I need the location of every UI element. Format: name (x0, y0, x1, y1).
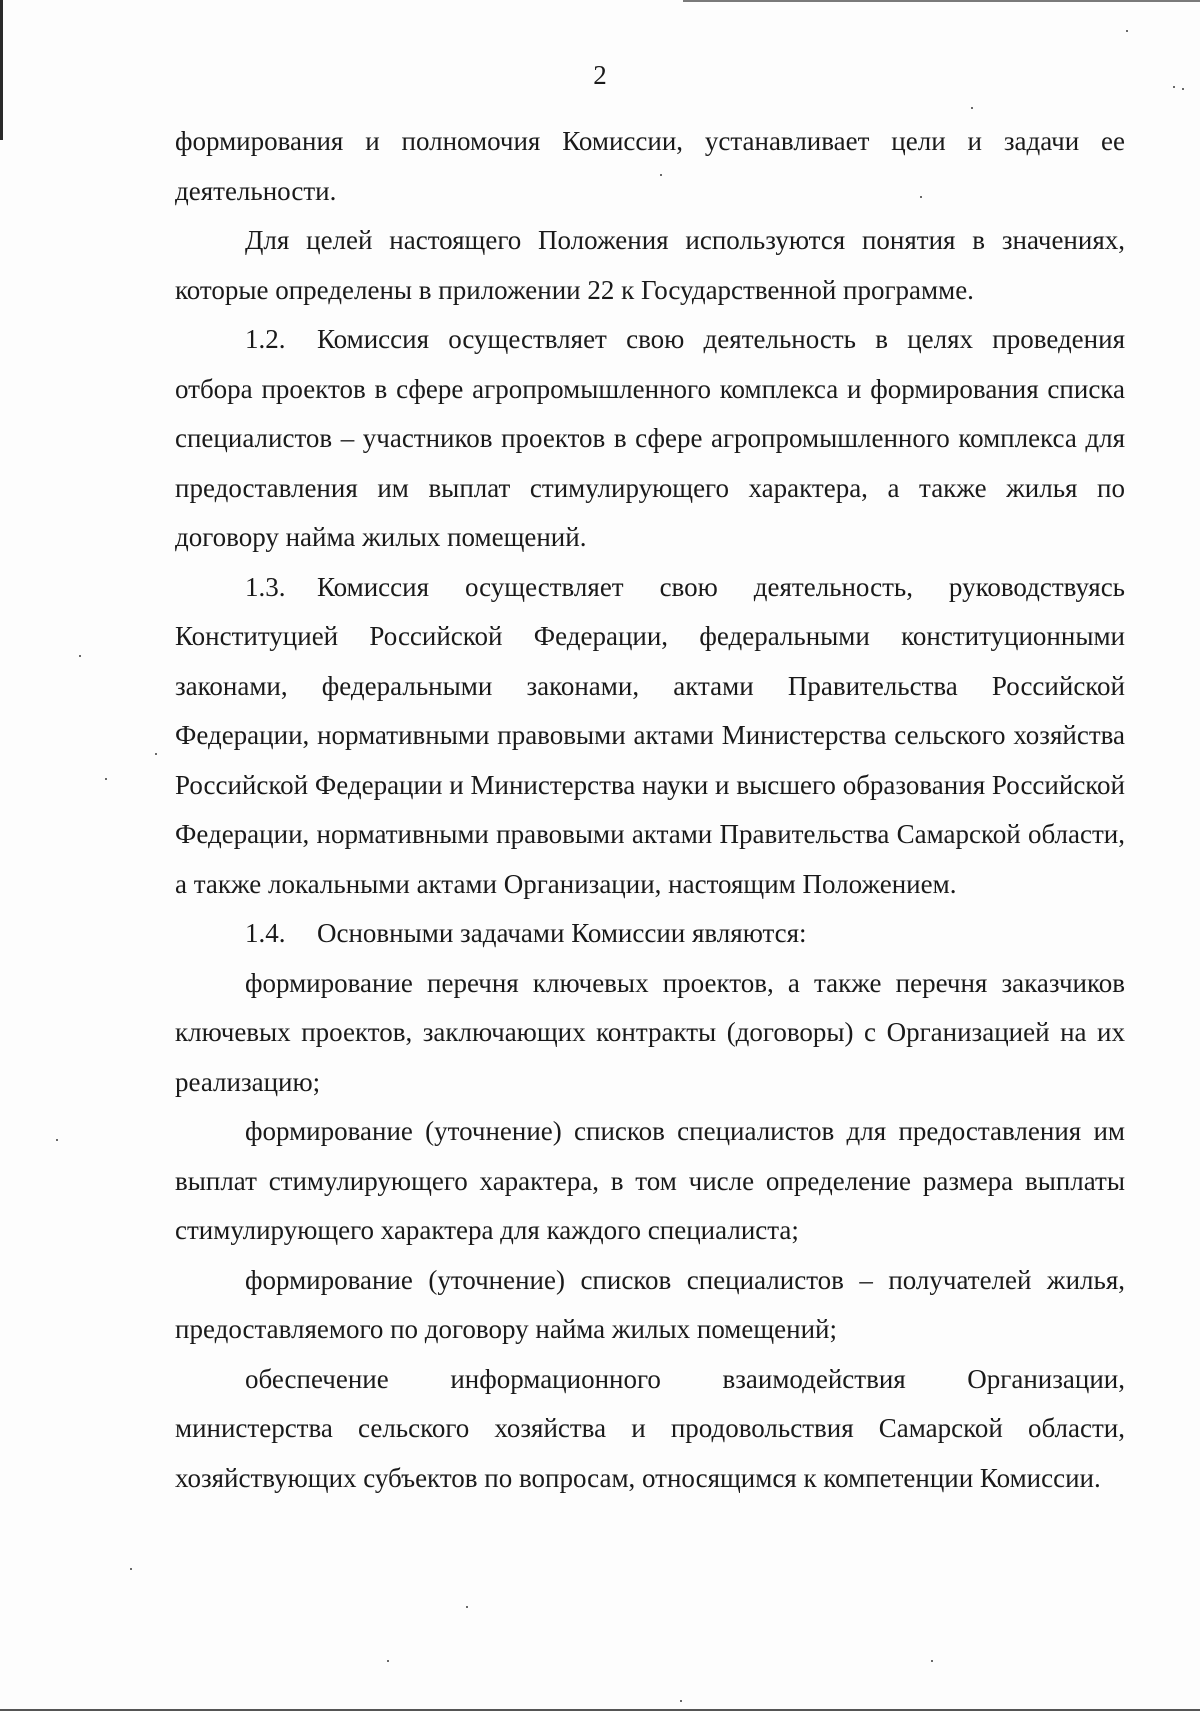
paragraph-definitions: Для целей настоящего Положения используются понятия в значениях, которые определены в приложении 22 к Государственной программе. (175, 225, 1125, 305)
paragraph-number: 1.3. (245, 571, 286, 602)
page-number: 2 (593, 60, 607, 90)
task-item: обеспечение информационного взаимодействия Организации, министерства сельского хозяйства и продовольствия Самарской области, хозяйствующих субъектов по вопросам, относящимся к компетенции Комиссии. (175, 1363, 1125, 1493)
scan-speck (130, 1568, 132, 1570)
paragraph-number: 1.4. (245, 918, 286, 948)
paragraph-1-2 (175, 315, 1125, 563)
scan-speck (387, 1660, 389, 1662)
scan-speck (1126, 30, 1128, 32)
paragraph-1-4 (175, 909, 1125, 959)
scan-speck (56, 1139, 58, 1141)
task-item: формирование перечня ключевых проектов, а также перечня заказчиков ключевых проектов, заключающих контракты (договоры) с Организацией на их реализацию; (175, 967, 1125, 1097)
scan-top-line (683, 0, 1200, 2)
scan-speck (466, 1606, 468, 1608)
scan-speck (105, 778, 107, 780)
scan-speck (680, 1700, 682, 1702)
document-body (175, 117, 1125, 1503)
paragraph-text: Комиссия осуществляет свою деятельность, руководствуясь Конституцией Российской Федерации, федеральными конституционными законами, федеральными законами, актами Правительства Российской Федерации, нормативными правовыми актами Министерства сельского хозяйства Российской Федерации и Министерства науки и высшего образования Российской Федерации, нормативными правовыми актами Правительства Самарской области, а также локальными актами Организации, настоящим Положением. (175, 571, 1125, 899)
paragraph-1-3 (175, 563, 1125, 910)
paragraph-text: Комиссия осуществляет свою деятельность в целях проведения отбора проектов в сфере агропромышленного комплекса и формирования списка специалистов – участников проектов в сфере агропромышленного комплекса для предоставления им выплат стимулирующего характера, а также жилья по договору найма жилых помещений. (175, 324, 1125, 552)
scan-speck (931, 1660, 933, 1662)
paragraph-continuation: формирования и полномочия Комиссии, устанавливает цели и задачи ее деятельности. (175, 126, 1125, 206)
scan-speck (971, 107, 973, 109)
paragraph-number: 1.2. (245, 324, 286, 354)
scan-speck (79, 655, 81, 657)
task-item: формирование (уточнение) списков специалистов для предоставления им выплат стимулирующего характера, в том числе определение размера выплаты стимулирующего характера для каждого специалиста; (175, 1116, 1125, 1245)
paragraph-text: Основными задачами Комиссии являются: (317, 918, 807, 948)
task-item: формирование (уточнение) списков специалистов – получателей жилья, предоставляемого по договору найма жилых помещений; (175, 1264, 1125, 1344)
scan-speck (155, 753, 157, 755)
